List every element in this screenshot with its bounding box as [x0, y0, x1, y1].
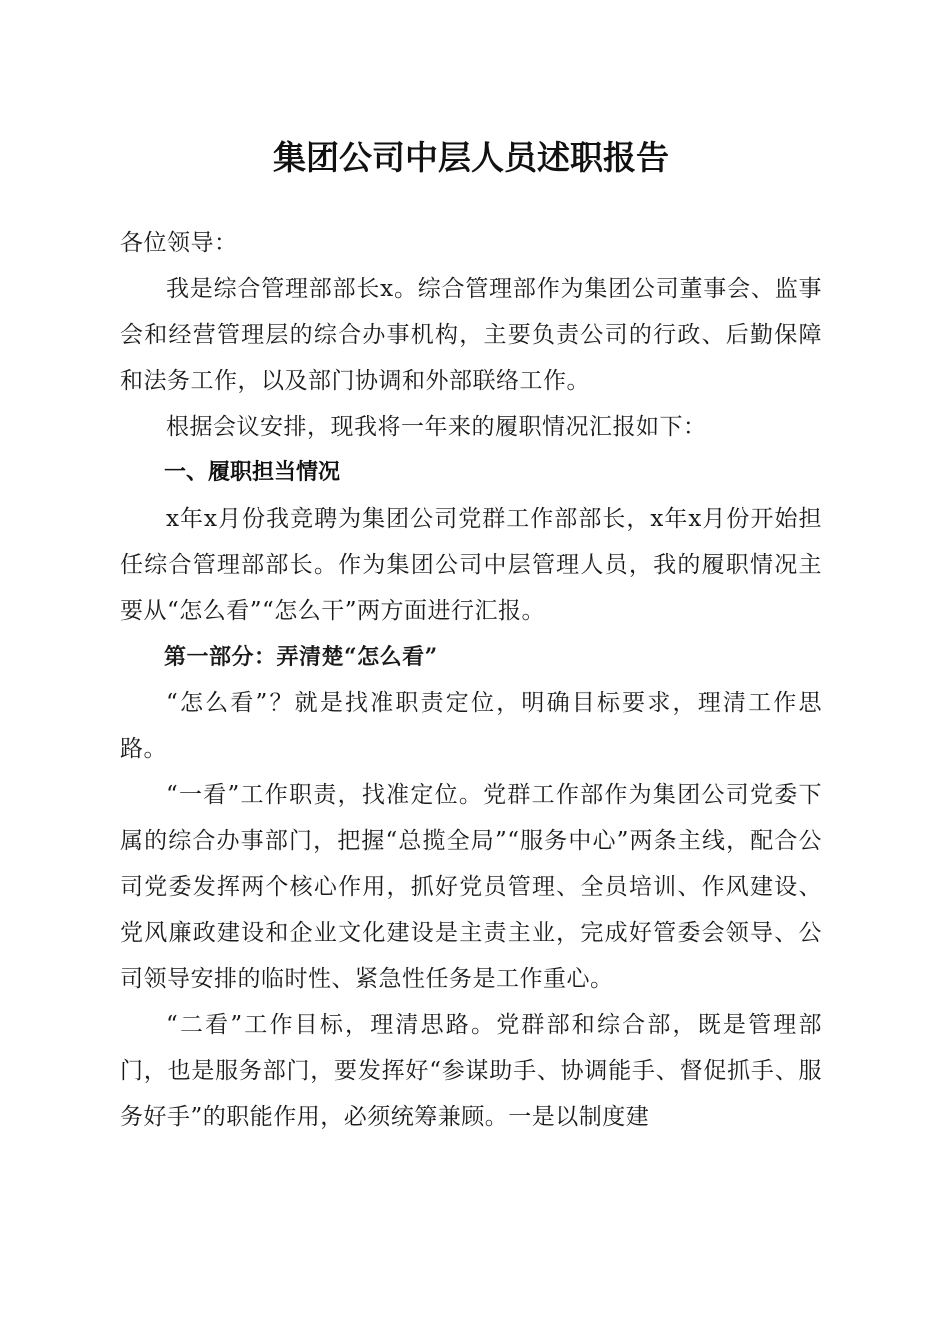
- paragraph-part1-body: “怎么看”？就是找准职责定位，明确目标要求，理清工作思路。: [120, 690, 822, 762]
- document-page: [120, 128, 822, 1140]
- paragraph-intro: 我是综合管理部部长x。综合管理部作为集团公司董事会、监事会和经营管理层的综合办事机构，主要负责公司的行政、后勤保障和法务工作，以及部门协调和外部联络工作。: [120, 276, 822, 394]
- document-title: 集团公司中层人员述职报告: [273, 138, 669, 177]
- paragraph-section1-body: x年x月份我竞聘为集团公司党群工作部部长，x年x月份开始担任综合管理部部长。作为集团公司中层管理人员，我的履职情况主要从“怎么看”“怎么干”两方面进行汇报。: [120, 506, 822, 624]
- paragraph-look1: “一看”工作职责，找准定位。党群工作部作为集团公司党委下属的综合办事部门，把握“总揽全局”“服务中心”两条主线，配合公司党委发挥两个核心作用，抓好党员管理、全员培训、作风建设、党风廉政建设和企业文化建设是主责主业，完成好管委会领导、公司领导安排的临时性、紧急性任务是工作重心。: [120, 782, 822, 992]
- section-heading-1: 一、履职担当情况: [164, 460, 341, 485]
- part-heading-1: 第一部分：弄清楚“怎么看”: [164, 644, 438, 670]
- paragraph-report-intro: 根据会议安排，现我将一年来的履职情况汇报如下：: [166, 414, 707, 440]
- paragraph-look2: “二看”工作目标，理清思路。党群部和综合部，既是管理部门，也是服务部门，要发挥好“参谋助手、协调能手、督促抓手、服务好手”的职能作用，必须统筹兼顾。一是以制度建: [120, 1012, 822, 1130]
- salutation: 各位领导：: [120, 230, 238, 256]
